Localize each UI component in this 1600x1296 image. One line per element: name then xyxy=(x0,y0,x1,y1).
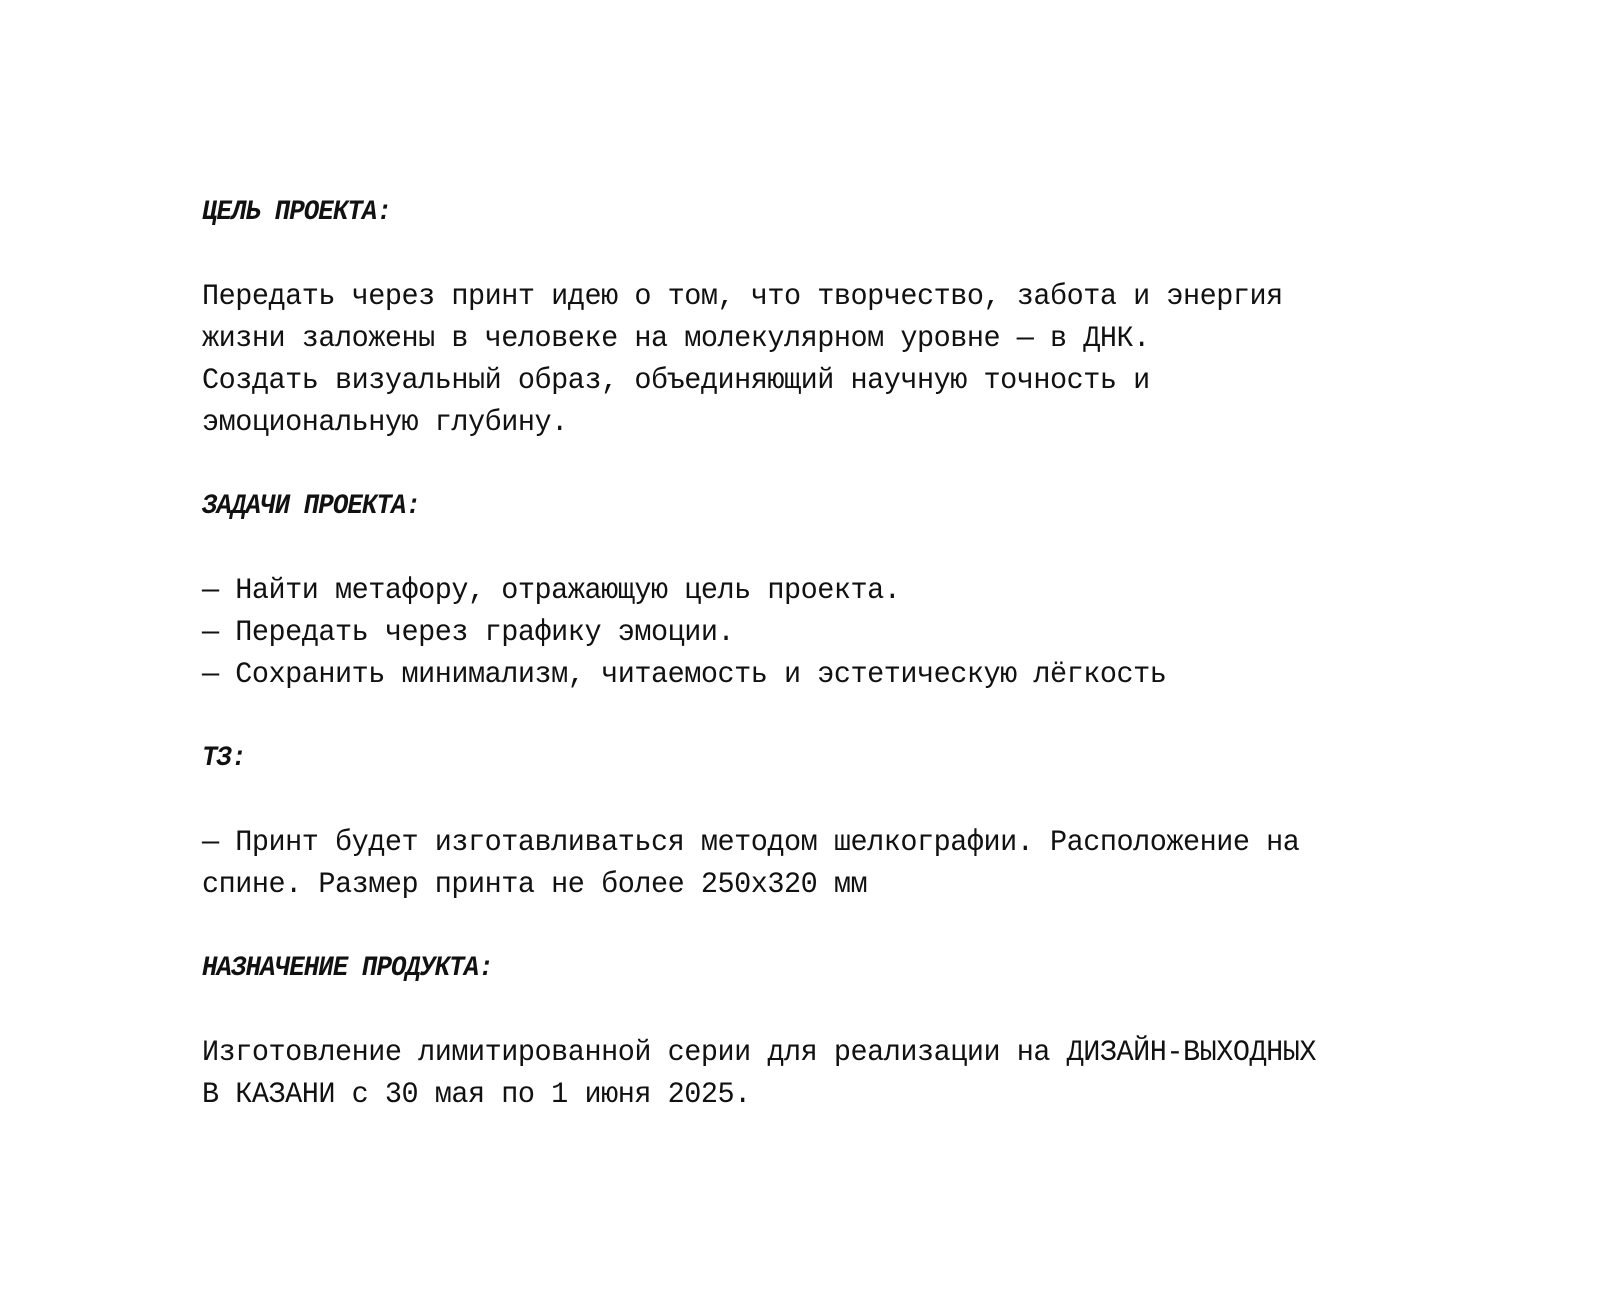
text-line: жизни заложены в человеке на молекулярном уровне — в ДНК. xyxy=(202,322,1150,356)
text-line: — Принт будет изготавливаться методом шелкографии. Расположение на xyxy=(202,826,1300,860)
section-tasks xyxy=(202,486,1562,696)
section-text xyxy=(202,822,1494,906)
document-body xyxy=(202,192,1562,1116)
section-text xyxy=(202,276,1494,444)
section-text xyxy=(202,570,1494,696)
text-line: В КАЗАНИ с 30 мая по 1 июня 2025. xyxy=(202,1078,751,1112)
list-item: — Найти метафору, отражающую цель проекта. xyxy=(202,574,901,608)
section-heading: НАЗНАЧЕНИЕ ПРОДУКТА: xyxy=(202,953,493,984)
text-line: эмоциональную глубину. xyxy=(202,406,568,440)
section-heading: ЗАДАЧИ ПРОЕКТА: xyxy=(202,491,421,522)
text-line: Создать визуальный образ, объединяющий научную точность и xyxy=(202,364,1150,398)
section-purpose xyxy=(202,948,1562,1116)
section-heading: ЦЕЛЬ ПРОЕКТА: xyxy=(202,197,392,228)
section-heading: ТЗ: xyxy=(202,743,246,774)
text-line: Передать через принт идею о том, что творчество, забота и энергия xyxy=(202,280,1283,314)
text-line: Изготовление лимитированной серии для реализации на ДИЗАЙН-ВЫХОДНЫХ xyxy=(202,1036,1317,1070)
section-goal xyxy=(202,192,1562,444)
text-line: спине. Размер принта не более 250х320 мм xyxy=(202,868,868,902)
list-item: — Сохранить минимализм, читаемость и эстетическую лёгкость xyxy=(202,658,1167,692)
section-text xyxy=(202,1032,1494,1116)
section-spec xyxy=(202,738,1562,906)
list-item: — Передать через графику эмоции. xyxy=(202,616,735,650)
